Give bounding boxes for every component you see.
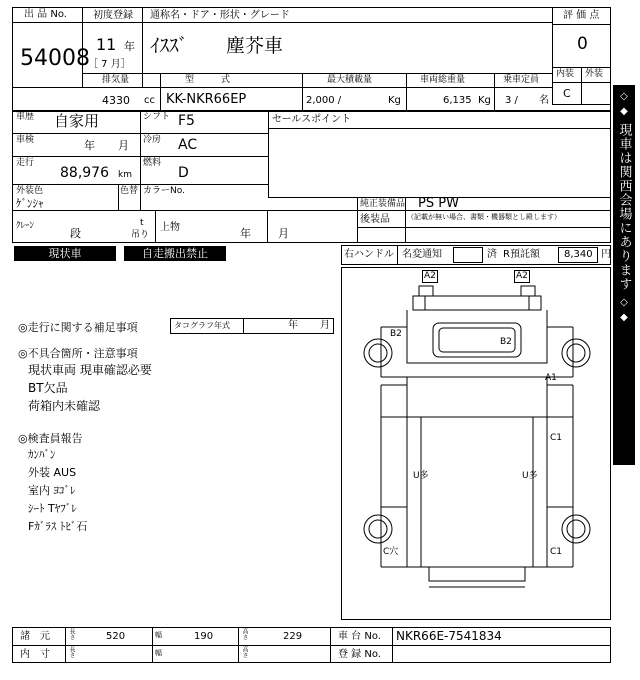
first-registration-label: 初度登録: [93, 10, 133, 21]
max-load: 2,000 /: [306, 95, 342, 106]
shift-label: シフト: [143, 112, 171, 122]
tachograph-month: 月: [320, 320, 330, 331]
damage-mark: C1: [550, 433, 563, 443]
recycle-prefix: 済: [487, 249, 497, 260]
tachograph-year: 年: [288, 320, 298, 331]
no-self-drive-badge: 自走搬出禁止: [124, 246, 226, 261]
inspector-item: Fｶﾞﾗｽ ﾄﾋﾞ石: [28, 520, 88, 533]
history-label: 車歴: [16, 112, 35, 122]
damage-mark: U多: [413, 471, 429, 481]
height: 229: [283, 631, 303, 642]
car-name-label: 通称名・ドア・形状・グレード: [150, 10, 290, 21]
color-number-label: カラーNo.: [143, 186, 185, 196]
inner-width-label: 幅: [155, 649, 162, 657]
capacity-label: 乗車定員: [503, 75, 540, 85]
defect-item: 現状車両 現車確認必要: [28, 363, 152, 377]
interior-score-label: 内装: [556, 69, 575, 79]
inspector-item: 室内 ﾖｺﾞﾚ: [28, 484, 76, 497]
fuel: D: [178, 165, 189, 181]
crane-label: ｸﾚｰﾝ: [16, 221, 35, 231]
inspector-item: ｶﾝﾊﾞﾝ: [28, 448, 56, 461]
recycle-amount: 8,340: [564, 249, 593, 260]
score-label: 評 価 点: [563, 10, 600, 21]
length-label: 長さ: [68, 628, 75, 640]
upper-body-year: 年: [240, 227, 251, 240]
inspector-label: ◎検査員報告: [18, 432, 83, 445]
crane-ton: t: [140, 218, 144, 228]
registration-label: 登 録 No.: [338, 649, 381, 660]
shift: F5: [178, 113, 195, 129]
history: 自家用: [54, 112, 100, 130]
displacement-label: 排気量: [102, 75, 130, 85]
inner-dimensions-label: 内 寸: [20, 649, 50, 660]
car-name: ｲｽｽﾞ 塵芥車: [150, 35, 284, 57]
length: 520: [106, 631, 126, 642]
fuel-label: 燃料: [143, 158, 162, 168]
width-label: 幅: [155, 631, 162, 639]
overall-score: 0: [577, 34, 588, 54]
mileage-label: 走行: [16, 158, 35, 168]
inner-height-label: 高さ: [241, 646, 248, 658]
gross-weight: 6,135: [443, 95, 472, 106]
current-condition-badge: 現状車: [14, 246, 116, 261]
exterior-score-label: 外装: [585, 69, 604, 79]
dimensions-label: 諸 元: [20, 631, 50, 642]
aftermarket-label: 後装品: [360, 214, 390, 225]
defect-item: BT欠品: [28, 381, 68, 395]
lot-number-label: 出 品 No.: [24, 9, 67, 20]
max-load-unit: Kg: [388, 95, 401, 106]
gross-weight-unit: Kg: [478, 95, 491, 106]
displacement-unit: cc: [144, 95, 155, 106]
inspection-month: 月: [118, 139, 129, 152]
first-registration-year: 11: [96, 35, 117, 54]
chassis-label: 車 台 No.: [338, 631, 381, 642]
aftermarket-note: （記載が無い場合、書類・機器類とし殿します）: [407, 213, 561, 221]
recycle-label: R預託額: [503, 249, 540, 260]
banner-text: 現車は関西会場にあります: [616, 123, 632, 291]
ac: AC: [178, 137, 198, 153]
mileage-unit: km: [118, 170, 132, 180]
damage-mark: A1: [545, 373, 557, 383]
color-change-label: 色替: [120, 186, 139, 196]
inner-length-label: 長さ: [68, 646, 75, 658]
mileage: 88,976: [60, 165, 109, 181]
ac-label: 冷房: [143, 135, 162, 145]
damage-mark: A2: [424, 271, 436, 281]
model-label: 型 式: [185, 75, 231, 85]
sales-point-label: セールスポイント: [272, 114, 352, 125]
damage-mark: C1: [550, 547, 563, 557]
banner-diamonds-top: ◇◆: [620, 91, 628, 117]
damage-mark: U多: [522, 471, 538, 481]
steering-side: 右ハンドル: [344, 249, 394, 260]
inspector-item: 外装 AUS: [28, 466, 77, 479]
displacement: 4330: [102, 94, 130, 107]
side-banner: [613, 85, 635, 465]
damage-mark: B2: [390, 329, 402, 339]
max-load-label: 最大積載量: [327, 75, 373, 85]
recycle-unit: 円: [601, 249, 611, 260]
upper-body-month: 月: [278, 227, 289, 240]
name-change-label: 名変通知: [402, 249, 442, 260]
height-label: 高さ: [241, 628, 248, 640]
inspector-item: ｼｰﾄ Tﾔﾌﾞﾚ: [28, 502, 77, 515]
defects-label: ◎不具合箇所・注意事項: [18, 347, 138, 360]
color-label: 外装色: [16, 186, 44, 196]
truck-outline-diagram: [341, 267, 611, 620]
inspection-label: 車検: [16, 135, 35, 145]
driving-notes-label: ◎走行に関する補足事項: [18, 321, 138, 334]
gross-weight-label: 車両総重量: [420, 75, 466, 85]
inspection-year: 年: [84, 139, 95, 152]
crane-hang: 吊り: [131, 230, 150, 240]
defect-item: 荷箱内未確認: [28, 399, 101, 413]
crane-stage: 段: [70, 227, 81, 240]
damage-mark: B2: [500, 337, 512, 347]
upper-body-label: 上物: [160, 222, 180, 233]
genuine-equipment: PS PW: [418, 196, 459, 211]
first-registration-month: ［ 7 月］: [88, 59, 131, 70]
lot-number: 54008: [20, 46, 90, 71]
tachograph-label: タコグラフ年式: [174, 321, 230, 330]
capacity: 3 /: [505, 95, 518, 106]
width: 190: [194, 631, 214, 642]
banner-diamonds-bottom: ◇◆: [620, 297, 628, 323]
color: ｹﾞﾝｼｬ: [16, 197, 44, 210]
capacity-unit: 名: [539, 95, 549, 106]
model-code: KK-NKR66EP: [166, 92, 247, 107]
first-registration-year-unit: 年: [124, 40, 135, 53]
genuine-equipment-label: 純正装備品: [360, 199, 406, 209]
chassis-number: NKR66E-7541834: [396, 629, 502, 643]
interior-score: C: [563, 87, 571, 100]
damage-mark: A2: [516, 271, 528, 281]
damage-mark: C穴: [383, 547, 399, 557]
